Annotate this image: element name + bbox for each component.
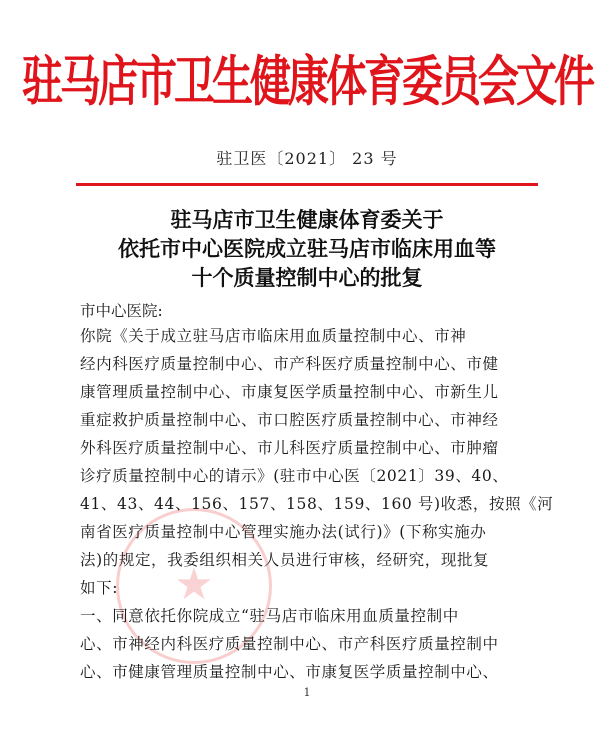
body-line: 法)的规定，我委组织相关人员进行审核，经研究，现批复 bbox=[80, 551, 490, 569]
body-line: 41、43、44、156、157、158、159、160 号)收悉，按照《河 bbox=[80, 495, 554, 513]
red-seal-icon: ★ bbox=[116, 508, 272, 664]
body-line: 外科医疗质量控制中心、市儿科医疗质量控制中心、市肿瘤 bbox=[80, 439, 499, 457]
body-line: 南省医疗质量控制中心管理实施办法(试行)》(下称实施办 bbox=[80, 523, 487, 541]
title-line-1: 驻马店市卫生健康体育委关于 bbox=[170, 207, 444, 232]
page-number: 1 bbox=[303, 686, 311, 699]
body-line: 你院《关于成立驻马店市临床用血质量控制中心、市神 bbox=[80, 327, 467, 345]
title-line-3: 十个质量控制中心的批复 bbox=[191, 265, 423, 290]
body-line: 心、市健康管理质量控制中心、市康复医学质量控制中心、 bbox=[80, 663, 499, 681]
body-line: 康管理质量控制中心、市康复医学质量控制中心、市新生儿 bbox=[80, 383, 499, 401]
issuer-header: 驻马店市卫生健康体育委员会文件 bbox=[22, 49, 592, 114]
title-line-2: 依托市中心医院成立驻马店市临床用血等 bbox=[118, 236, 496, 261]
document-title bbox=[0, 205, 614, 292]
body-line: 一、同意依托你院成立“驻马店市临床用血质量控制中 bbox=[80, 607, 459, 625]
red-divider-line bbox=[76, 183, 538, 186]
body-line: 重症救护质量控制中心、市口腔医疗质量控制中心、市神经 bbox=[80, 411, 499, 429]
body-line: 经内科医疗质量控制中心、市产科医疗质量控制中心、市健 bbox=[80, 355, 499, 373]
body-line: 如下: bbox=[80, 579, 119, 597]
salutation: 市中心医院: bbox=[80, 302, 163, 320]
document-number: 驻卫医〔2021〕 23 号 bbox=[216, 149, 398, 168]
body-line: 诊疗质量控制中心的请示》(驻市中心医〔2021〕39、40、 bbox=[80, 467, 509, 485]
body-line: 心、市神经内科医疗质量控制中心、市产科医疗质量控制中 bbox=[80, 635, 499, 653]
